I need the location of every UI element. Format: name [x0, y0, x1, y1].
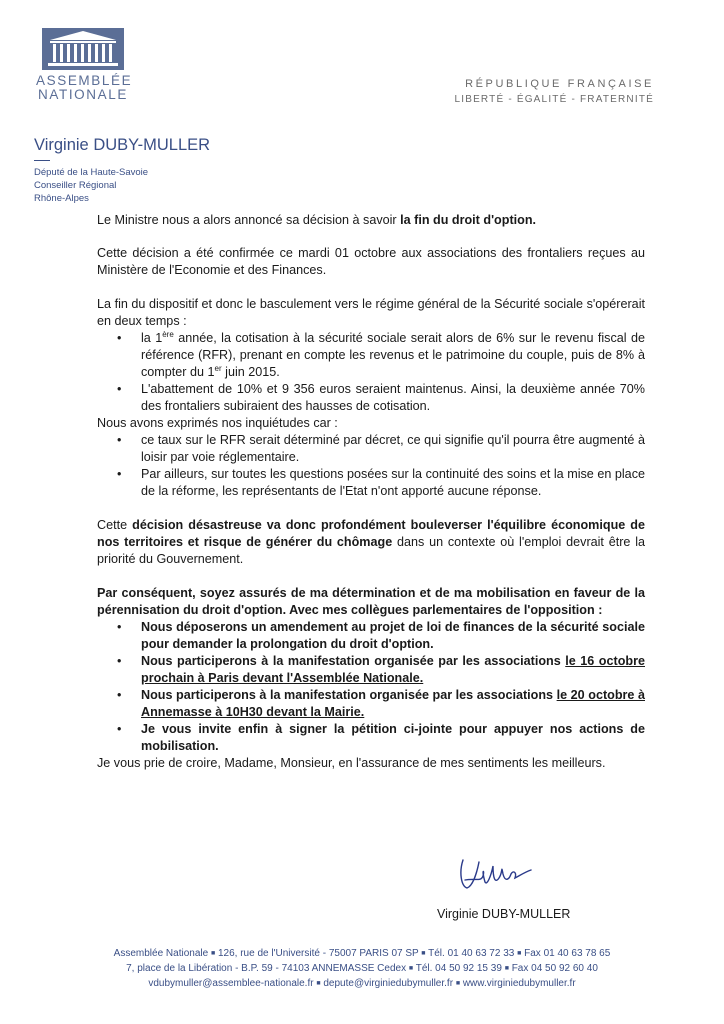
- list-item: • Nous participerons à la manifestation organisée par les associations le 16 octobre prochain à Paris devant l'Assemblée Nationale.: [97, 653, 645, 687]
- paragraph: Nous avons exprimés nos inquiétudes car :: [97, 416, 338, 430]
- list-item: • Je vous invite enfin à signer la pétition ci-jointe pour appuyer nos actions de mobilisation.: [97, 721, 645, 755]
- list-item: • Nous participerons à la manifestation organisée par les associations le 20 octobre à Annemasse à 10H30 devant la Mairie.: [97, 687, 645, 721]
- deputy-name: Virginie DUBY-MULLER: [34, 136, 211, 154]
- email-link[interactable]: depute@virginiedubymuller.fr: [323, 978, 454, 989]
- footer-line: vdubymuller@assemblee-nationale.fr ■ depute@virginiedubymuller.fr ■ www.virginiedubymuller.fr: [148, 978, 576, 989]
- footer-line: 7, place de la Libération - B.P. 59 - 74103 ANNEMASSE Cedex ■ Tél. 04 50 92 15 39 ■ Fax 04 50 92 60 40: [126, 963, 598, 974]
- paragraph: La fin du dispositif et donc le basculement vers le régime général de la Sécurité sociale s'opérerait en deux temps :: [97, 297, 645, 328]
- paragraph: Par conséquent, soyez assurés de ma détermination et de ma mobilisation en faveur de la pérennisation du droit d'option. Avec mes collègues parlementaires de l'opposition :: [97, 586, 645, 617]
- list-item: • ce taux sur le RFR serait déterminé par décret, ce qui signifie qu'il pourra être augmenté à loisir par voie réglementaire.: [97, 432, 645, 466]
- paragraph: Cette décision désastreuse va donc profondément bouleverser l'équilibre économique de nos territoires et risque de générer du chômage dans un contexte où l'emploi devrait être la priorité du Gouvernement.: [97, 518, 645, 566]
- deputy-role: Député de la Haute-Savoie: [34, 167, 149, 178]
- republic-header: [454, 78, 654, 105]
- bullet-list: [97, 432, 645, 500]
- paragraph: Cette décision a été confirmée ce mardi 01 octobre aux associations des frontaliers reçues au Ministère de l'Economie et des Finances.: [97, 246, 645, 277]
- paragraph: Le Ministre nous a alors annoncé sa décision à savoir la fin du droit d'option.: [97, 213, 537, 227]
- footer-line: Assemblée Nationale ■ 126, rue de l'Université - 75007 PARIS 07 SP ■ Tél. 01 40 63 72 33 ■ Fax 01 40 63 78 65: [113, 948, 611, 959]
- letter-body: [97, 212, 645, 772]
- list-item: • Nous déposerons un amendement au projet de loi de finances de la sécurité sociale pour demander la prolongation du droit d'option.: [97, 619, 645, 653]
- assemblee-emblem-icon: [42, 28, 124, 70]
- deputy-roles: [34, 166, 148, 205]
- signature-image: [455, 852, 545, 894]
- signature-name: Virginie DUBY-MULLER: [437, 907, 571, 921]
- bullet-list: [97, 619, 645, 755]
- assemblee-logo: [36, 28, 136, 102]
- email-link[interactable]: vdubymuller@assemblee-nationale.fr: [148, 978, 314, 989]
- list-item: • la 1ère année, la cotisation à la sécurité sociale serait alors de 6% sur le revenu fiscal de référence (RFR), prenant en compte les revenus et le patrimoine du couple, puis de 8% à compter du 1er juin 2015.: [97, 330, 645, 381]
- website-link[interactable]: www.virginiedubymuller.fr: [462, 978, 576, 989]
- footer: [0, 946, 724, 991]
- closing-paragraph: Je vous prie de croire, Madame, Monsieur, en l'assurance de mes sentiments les meilleurs.: [97, 756, 606, 770]
- republic-title: RÉPUBLIQUE FRANÇAISE: [465, 78, 654, 90]
- deputy-role: Conseiller Régional: [34, 180, 117, 191]
- bullet-list: [97, 330, 645, 415]
- divider: [34, 160, 50, 161]
- logo-line-1: ASSEMBLÉE: [36, 73, 133, 88]
- logo-line-2: NATIONALE: [38, 87, 128, 102]
- list-item: • L'abattement de 10% et 9 356 euros seraient maintenus. Ainsi, la deuxième année 70% des frontaliers subiraient des hausses de cotisation.: [97, 381, 645, 415]
- republic-motto: LIBERTÉ - ÉGALITÉ - FRATERNITÉ: [454, 94, 654, 105]
- list-item: • Par ailleurs, sur toutes les questions posées sur la continuité des soins et la mise en place de la réforme, les représentants de l'Etat n'ont apporté aucune réponse.: [97, 466, 645, 500]
- deputy-role: Rhône-Alpes: [34, 193, 89, 204]
